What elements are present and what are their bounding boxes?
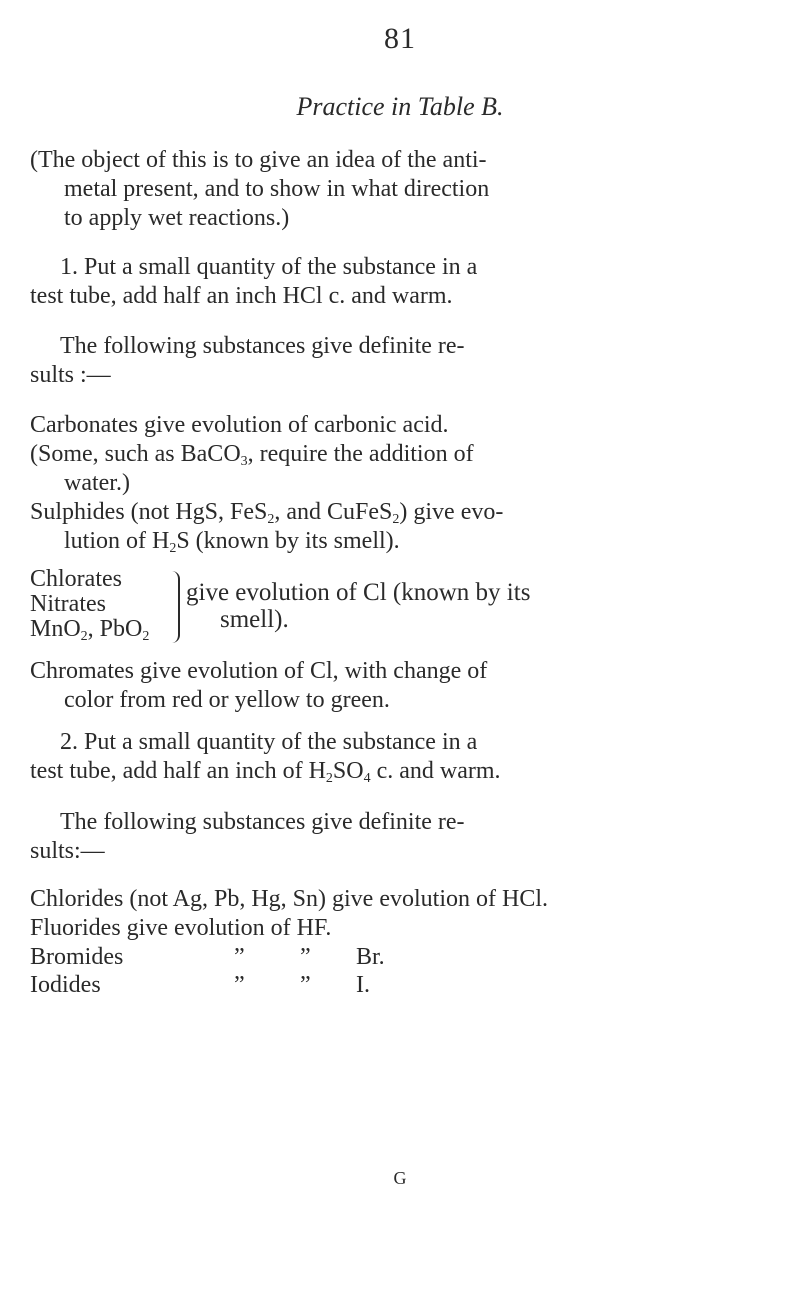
following-2-line-2: sults:— bbox=[30, 838, 105, 864]
grouped-item-nitrates: Nitrates bbox=[30, 591, 106, 617]
step-2-b-sub: 2 bbox=[325, 771, 333, 786]
chlorides-line: Chlorides (not Ag, Pb, Hg, Sn) give evolution of HCl. bbox=[30, 886, 548, 912]
grouped-result bbox=[186, 579, 530, 633]
carbonates-entry bbox=[30, 411, 710, 440]
signature-mark: G bbox=[393, 1168, 407, 1188]
some-pre: (Some, such as BaCO bbox=[30, 441, 241, 467]
grouped-result-line-1: give evolution of Cl (known by its bbox=[186, 579, 531, 606]
sulphides-d-sub: 2 bbox=[169, 541, 177, 556]
sulphides-b-sub: 2 bbox=[392, 512, 400, 527]
following-2-line-1: The following substances give definite re- bbox=[60, 809, 465, 835]
grouped-item-chlorates: Chlorates bbox=[30, 566, 122, 592]
iodides-ditto-1: ” bbox=[234, 972, 245, 998]
grouped-item-3-sub2: 2 bbox=[142, 629, 150, 644]
sulphides-a-sub: 2 bbox=[267, 512, 275, 527]
bromides-line bbox=[30, 943, 385, 972]
bromides-ditto-2: ” bbox=[300, 944, 311, 970]
iodides-value: I. bbox=[356, 972, 370, 998]
brace bbox=[170, 571, 180, 643]
following-2-paragraph bbox=[30, 808, 690, 866]
following-1-paragraph bbox=[30, 332, 690, 390]
intro-line-2: metal present, and to show in what direction bbox=[64, 176, 490, 202]
section-heading: Practice in Table B. bbox=[296, 92, 504, 121]
sulphides-c: ) give evo- bbox=[399, 499, 504, 525]
step-2-line-1: 2. Put a small quantity of the substance in a bbox=[60, 729, 478, 755]
bromides-name: Bromides bbox=[30, 944, 124, 970]
chromates-line-2: color from red or yellow to green. bbox=[64, 687, 390, 713]
iodides-name: Iodides bbox=[30, 972, 101, 998]
some-line-2: water.) bbox=[64, 470, 130, 496]
sulphides-d: lution of H bbox=[64, 528, 170, 554]
sulphides-entry bbox=[30, 498, 710, 556]
step-2-paragraph bbox=[30, 728, 690, 786]
step-2-d: c. and warm. bbox=[370, 758, 501, 784]
some-entry bbox=[30, 440, 710, 498]
step-1-paragraph bbox=[30, 253, 690, 311]
intro-line-1: (The object of this is to give an idea of the anti- bbox=[30, 147, 487, 173]
sulphides-e: S (known by its smell). bbox=[176, 528, 400, 554]
some-sub: 3 bbox=[240, 454, 248, 469]
chromates-line-1: Chromates give evolution of Cl, with change of bbox=[30, 658, 488, 684]
step-2-b: test tube, add half an inch of H bbox=[30, 758, 326, 784]
grouped-result-line-2: smell). bbox=[220, 606, 289, 633]
some-post: , require the addition of bbox=[247, 441, 474, 467]
sulphides-a: Sulphides (not HgS, FeS bbox=[30, 499, 268, 525]
intro-paragraph bbox=[30, 146, 710, 233]
sulphides-b: , and CuFeS bbox=[274, 499, 393, 525]
fluorides-line: Fluorides give evolution of HF. bbox=[30, 915, 332, 941]
following-1-line-1: The following substances give definite re- bbox=[60, 333, 465, 359]
following-1-line-2: sults :— bbox=[30, 362, 111, 388]
bromides-ditto-1: ” bbox=[234, 944, 245, 970]
chromates-entry bbox=[30, 657, 710, 715]
grouped-item-3b: , PbO bbox=[87, 616, 143, 642]
grouped-item-3-sub1: 2 bbox=[80, 629, 88, 644]
page-number: 81 bbox=[384, 22, 416, 55]
step-2-c-sub: 4 bbox=[363, 771, 371, 786]
bromides-value: Br. bbox=[356, 944, 385, 970]
intro-line-3: to apply wet reactions.) bbox=[64, 205, 290, 231]
step-1-line-1: 1. Put a small quantity of the substance in a bbox=[60, 254, 478, 280]
step-2-c: SO bbox=[332, 758, 364, 784]
grouped-names bbox=[30, 567, 149, 642]
iodides-line bbox=[30, 971, 370, 1000]
step-1-line-2: test tube, add half an inch HCl c. and warm. bbox=[30, 283, 453, 309]
iodides-ditto-2: ” bbox=[300, 972, 311, 998]
grouped-item-3a: MnO bbox=[30, 616, 81, 642]
carbonates-line: Carbonates give evolution of carbonic acid. bbox=[30, 412, 449, 438]
grouped-entry bbox=[30, 567, 710, 657]
